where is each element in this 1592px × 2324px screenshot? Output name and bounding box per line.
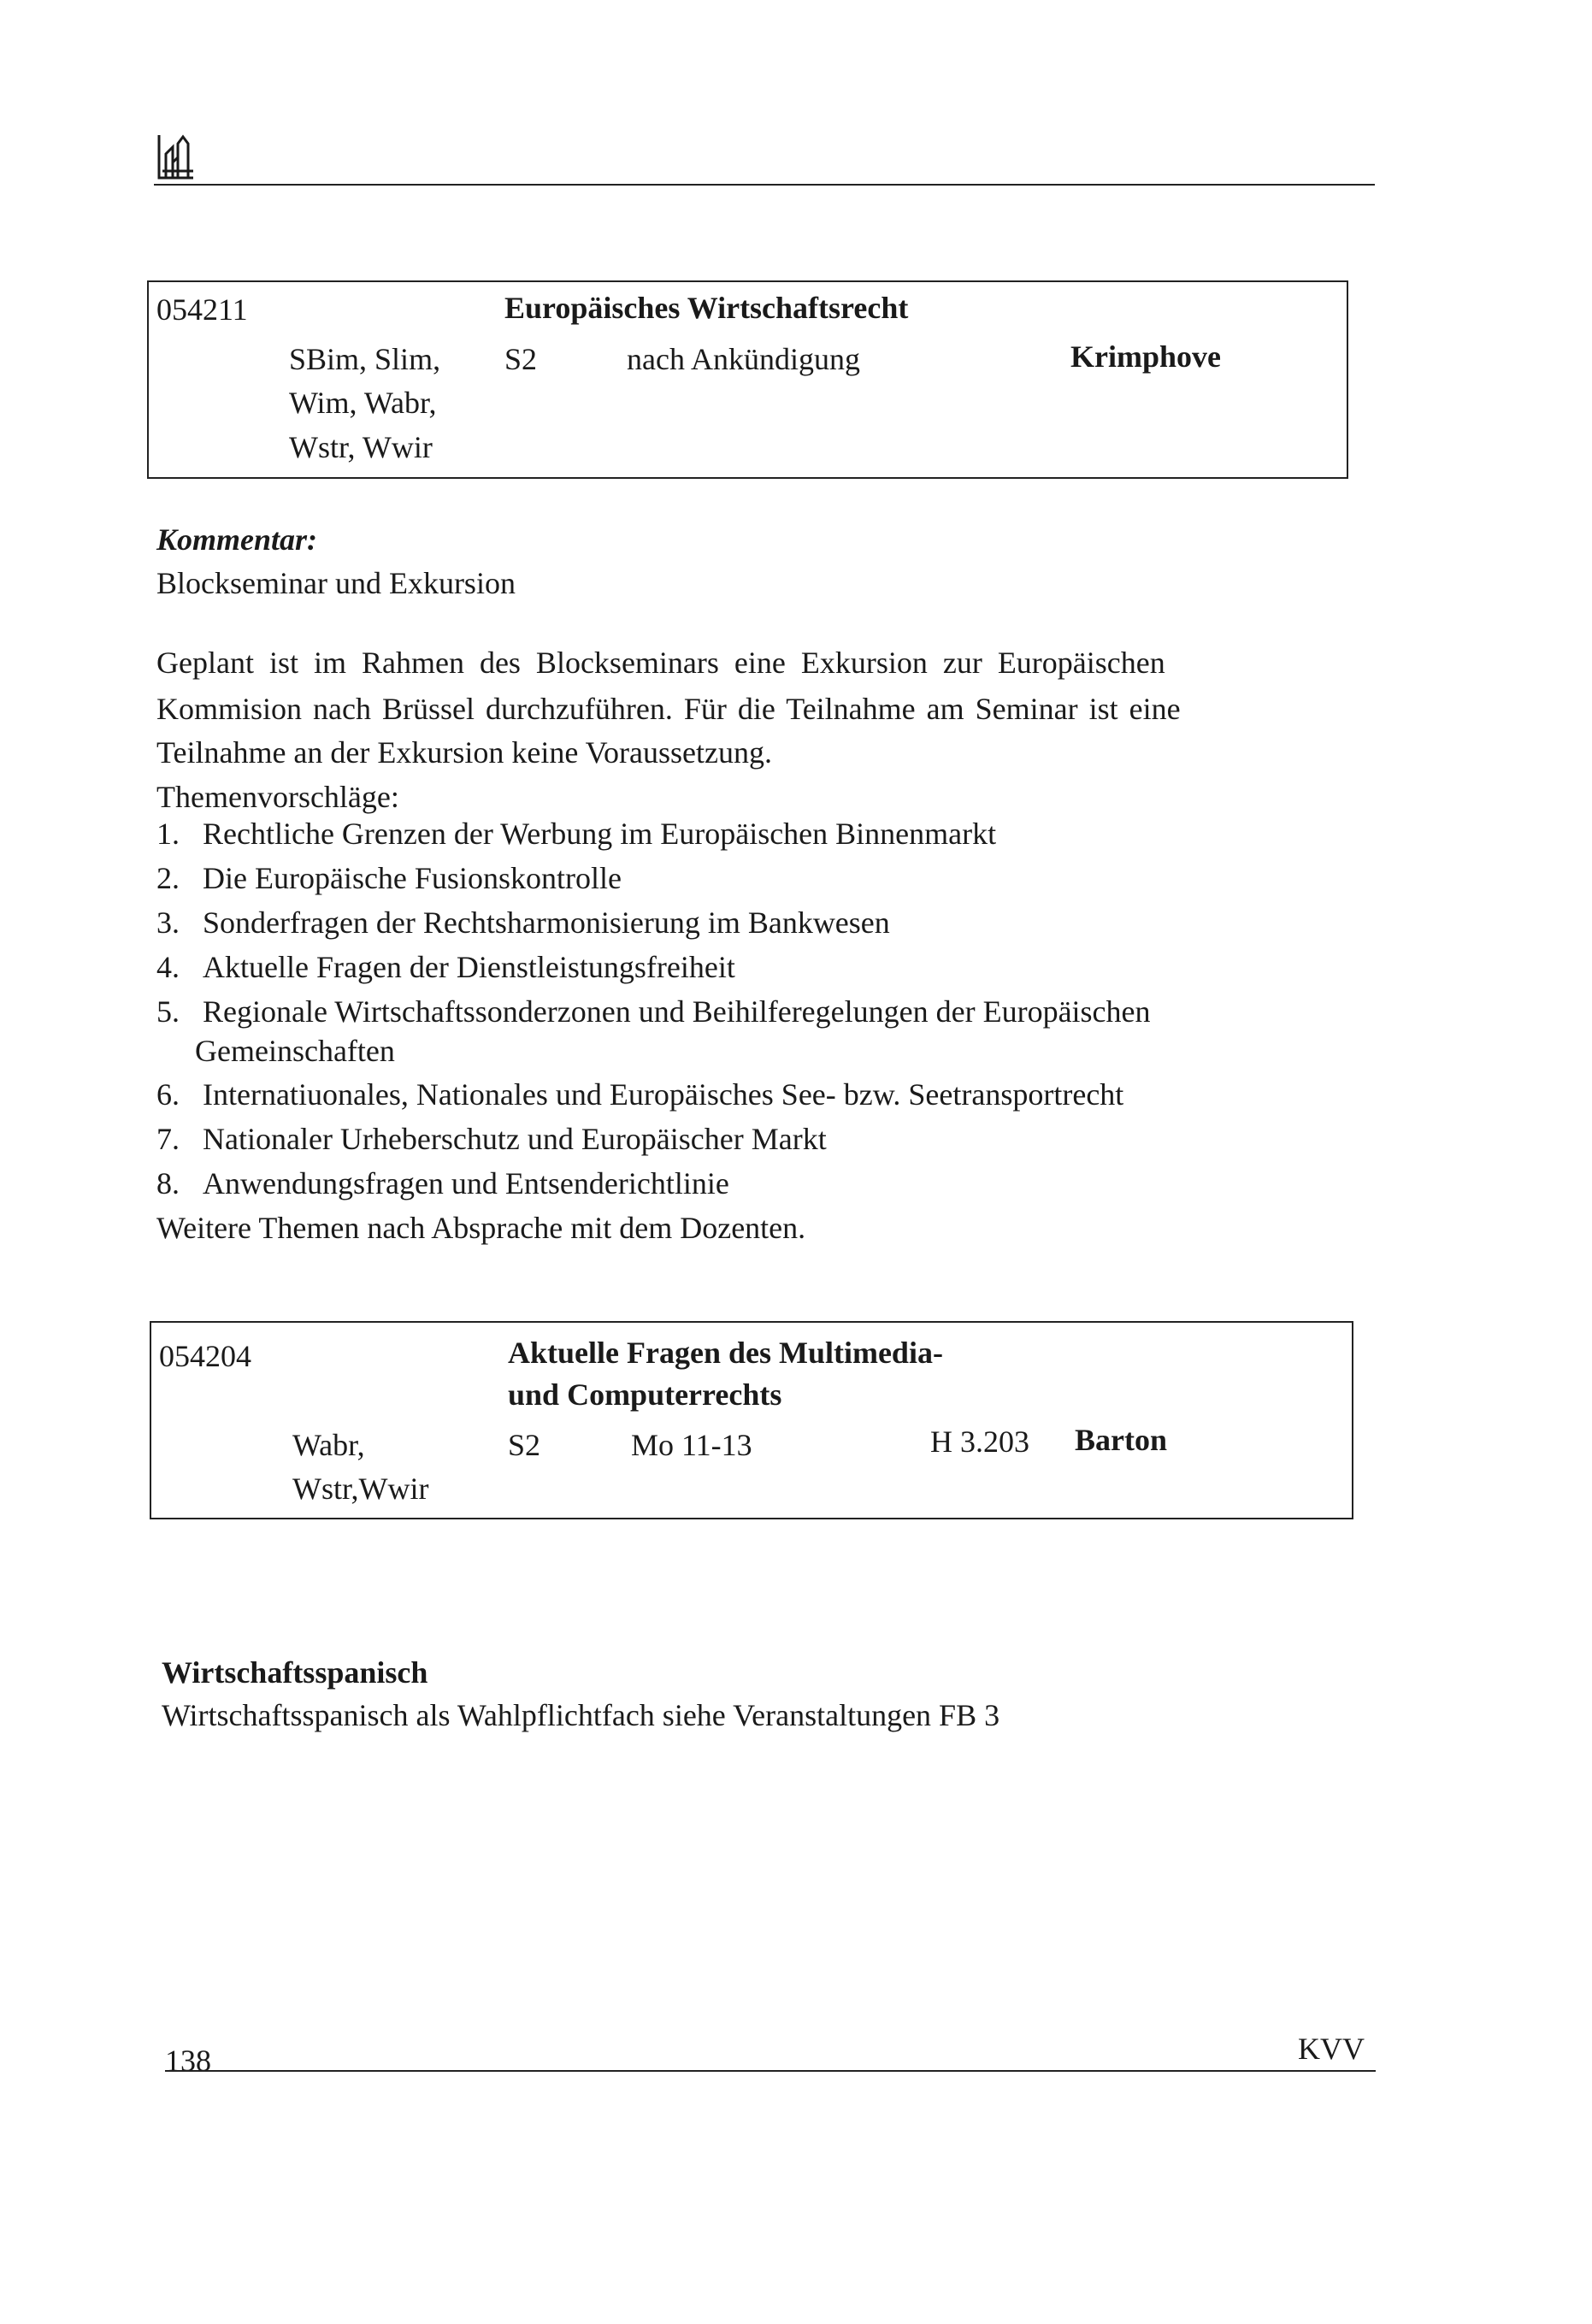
course-title-line: und Computerrechts (508, 1377, 782, 1412)
topic-text: Nationaler Urheberschutz und Europäischer Markt (203, 1122, 827, 1156)
course-title: Europäisches Wirtschaftsrecht (504, 291, 909, 325)
course-group-line: SBim, Slim, (289, 342, 441, 376)
topic-number: 7. (156, 1122, 180, 1156)
footer-label: KVV (1298, 2032, 1365, 2066)
course-time: Mo 11-13 (631, 1428, 752, 1462)
page-number: 138 (165, 2044, 211, 2078)
course-lecturer: Krimphove (1070, 339, 1221, 374)
course-lecturer: Barton (1075, 1423, 1167, 1457)
topic-text: Internatiuonales, Nationales und Europäisches See- bzw. Seetransportrecht (203, 1077, 1124, 1112)
course-group-line: Wabr, (292, 1428, 365, 1462)
topic-text: Die Europäische Fusionskontrolle (203, 861, 622, 895)
commentary-heading: Kommentar: (156, 522, 318, 557)
topic-text: Regionale Wirtschaftssonderzonen und Beihilferegelungen der Europäischen (203, 994, 1151, 1029)
course-group-line: Wim, Wabr, (289, 386, 437, 420)
course-semester: S2 (508, 1428, 541, 1462)
topic-text: Sonderfragen der Rechtsharmonisierung im Bankwesen (203, 905, 890, 940)
paragraph-line: Teilnahme an der Exkursion keine Voraussetzung. (156, 735, 772, 770)
paragraph-line: Kommision nach Brüssel durchzuführen. Für die Teilnahme am Seminar ist eine (156, 692, 1181, 726)
university-logo-icon (154, 128, 198, 183)
topic-text: Rechtliche Grenzen der Werbung im Europäischen Binnenmarkt (203, 817, 997, 851)
course-number: 054211 (156, 292, 248, 327)
topic-number: 4. (156, 950, 180, 984)
topic-number: 6. (156, 1077, 180, 1112)
course-time: nach Ankündigung (627, 342, 860, 376)
topic-number: 5. (156, 994, 180, 1029)
commentary-closing: Weitere Themen nach Absprache mit dem Dozenten. (156, 1211, 806, 1245)
commentary-subtitle: Blockseminar und Exkursion (156, 566, 516, 600)
topic-number: 8. (156, 1166, 180, 1200)
course-group-line: Wstr, Wwir (289, 430, 433, 464)
section-text: Wirtschaftsspanisch als Wahlpflichtfach siehe Veranstaltungen FB 3 (162, 1698, 1000, 1732)
topic-continuation: Gemeinschaften (195, 1034, 395, 1068)
topic-number: 1. (156, 817, 180, 851)
course-title-line: Aktuelle Fragen des Multimedia- (508, 1336, 943, 1370)
section-heading: Wirtschaftsspanisch (162, 1655, 428, 1690)
header-rule (154, 184, 1375, 186)
topics-heading: Themenvorschläge: (156, 780, 399, 814)
course-room: H 3.203 (930, 1424, 1029, 1459)
topic-text: Aktuelle Fragen der Dienstleistungsfreiheit (203, 950, 735, 984)
course-semester: S2 (504, 342, 538, 376)
footer-rule (165, 2070, 1376, 2072)
topic-text: Anwendungsfragen und Entsenderichtlinie (203, 1166, 729, 1200)
topic-number: 3. (156, 905, 180, 940)
paragraph-line: Geplant ist im Rahmen des Blockseminars eine Exkursion zur Europäischen (156, 646, 1165, 680)
topic-number: 2. (156, 861, 180, 895)
course-group-line: Wstr,Wwir (292, 1472, 429, 1506)
course-number: 054204 (159, 1339, 251, 1373)
